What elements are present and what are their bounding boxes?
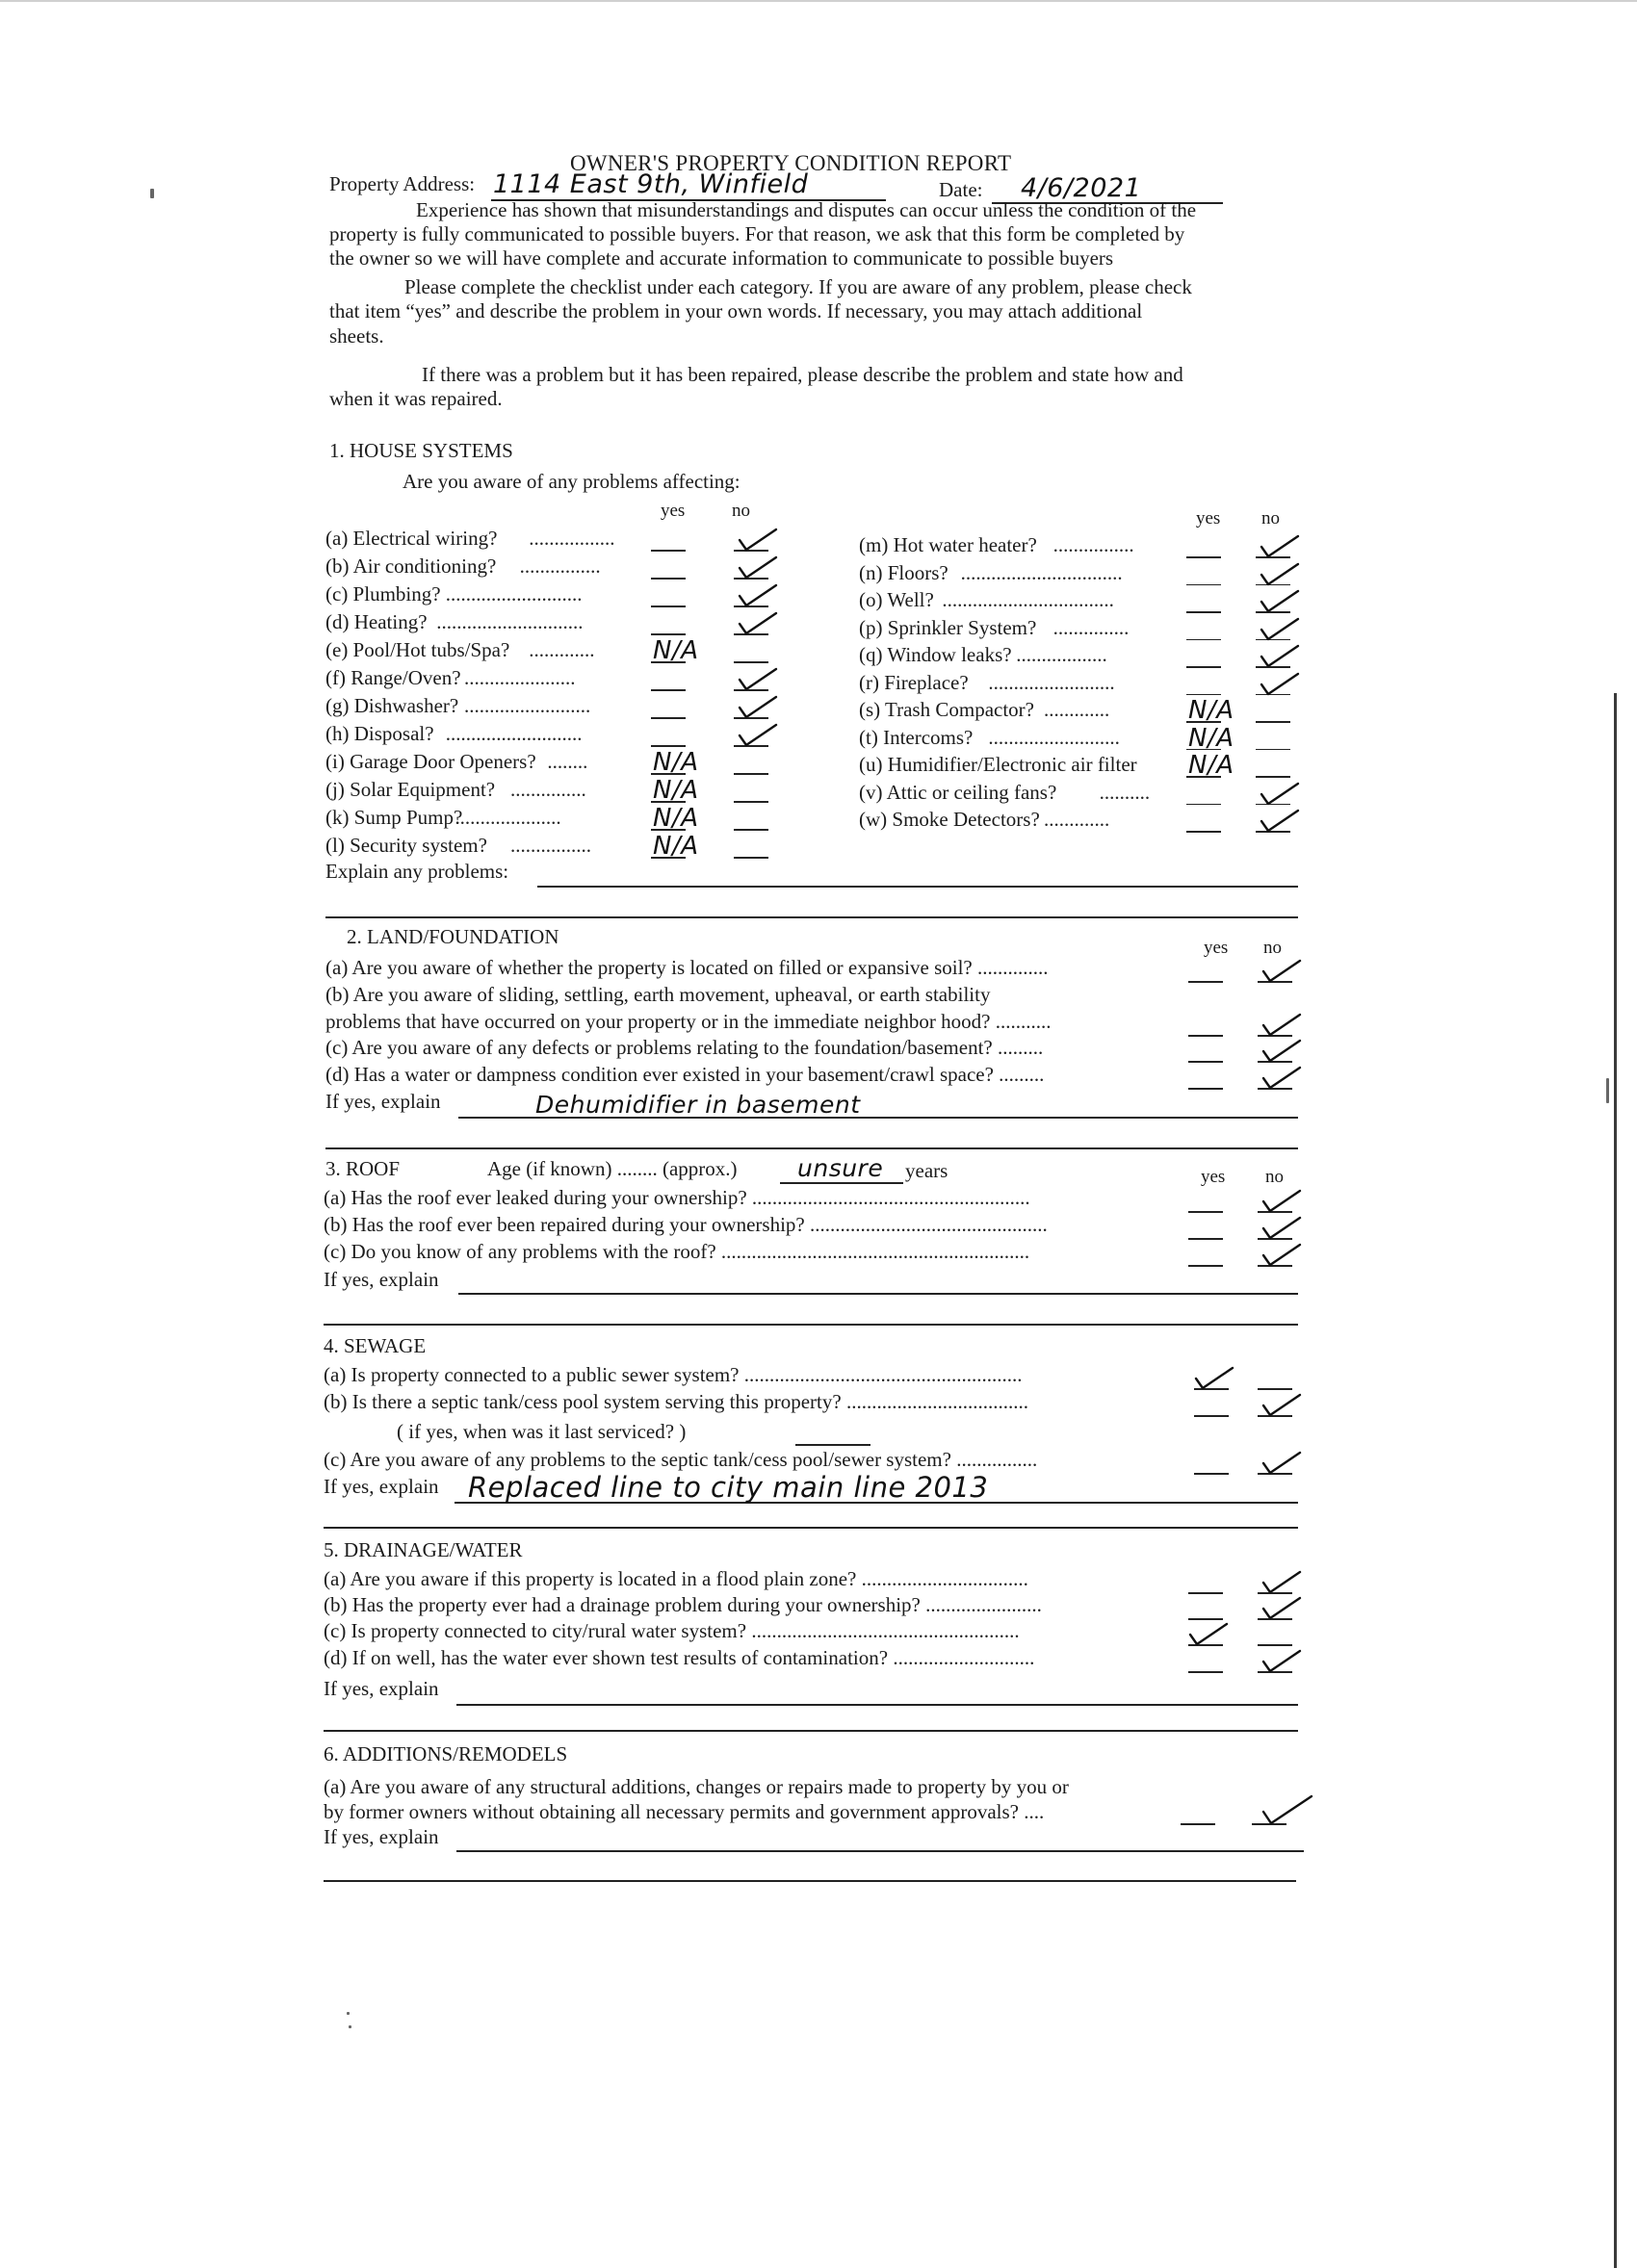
- yes-blank[interactable]: [1188, 1211, 1223, 1213]
- question-text: (b) Has the roof ever been repaired during your ownership? ...............................................: [324, 1213, 1048, 1236]
- leader-dots: .............: [1044, 808, 1110, 831]
- leader-dots: .........................: [464, 694, 591, 717]
- no-column-header: no: [1265, 1167, 1284, 1187]
- leader-dots: .....................: [455, 806, 561, 829]
- explain-line[interactable]: [456, 1704, 1298, 1706]
- section-heading: 1. HOUSE SYSTEMS: [329, 439, 513, 462]
- checkmark-icon: [1260, 1012, 1302, 1039]
- yes-blank[interactable]: [1188, 1088, 1223, 1090]
- checkmark-icon: [1258, 616, 1300, 643]
- explain-line[interactable]: [458, 1293, 1298, 1295]
- question-label: (c) Plumbing?: [325, 582, 441, 606]
- yes-blank[interactable]: [1188, 1592, 1223, 1594]
- yes-blank[interactable]: [1188, 981, 1223, 983]
- yes-blank[interactable]: [651, 633, 686, 635]
- yes-blank[interactable]: [651, 606, 686, 607]
- checkmark-icon: [736, 527, 778, 554]
- na-mark: N/A: [1188, 751, 1234, 780]
- roof-age-underline: [780, 1182, 903, 1184]
- question-text: (a) Are you aware of any structural additions, changes or repairs made to property by you or: [324, 1775, 1069, 1798]
- question-label: (j) Solar Equipment?: [325, 778, 496, 801]
- checkmark-icon: [1258, 561, 1300, 588]
- section-heading: 4. SEWAGE: [324, 1334, 427, 1357]
- leader-dots: ................: [510, 834, 591, 857]
- yes-blank[interactable]: [1188, 1618, 1223, 1620]
- explain-line[interactable]: [324, 1730, 1298, 1732]
- checkmark-icon: [736, 582, 778, 609]
- intro-text: when it was repaired.: [329, 387, 503, 410]
- checkmark-icon: [1258, 671, 1300, 698]
- date-label: Date:: [939, 178, 983, 201]
- yes-blank[interactable]: [1188, 1265, 1223, 1267]
- checkmark-icon: [1258, 588, 1300, 615]
- question-label: (n) Floors?: [859, 560, 948, 584]
- explain-line[interactable]: [324, 1324, 1298, 1326]
- checkmark-icon: [1258, 643, 1300, 670]
- question-label: (v) Attic or ceiling fans?: [859, 780, 1057, 804]
- explain-line[interactable]: [456, 1850, 1304, 1852]
- checkmark-icon: [1258, 1792, 1313, 1827]
- intro-text: property is fully communicated to possible buyers. For that reason, we ask that this form be completed by: [329, 222, 1185, 245]
- yes-blank[interactable]: [1188, 1238, 1223, 1240]
- yes-blank[interactable]: [651, 745, 686, 747]
- question-label: (r) Fireplace?: [859, 670, 969, 694]
- checkmark-icon: [1260, 1648, 1302, 1675]
- yes-blank[interactable]: [1186, 666, 1221, 668]
- section-heading: 5. DRAINAGE/WATER: [324, 1538, 523, 1561]
- question-text: (a) Has the roof ever leaked during your ownership? .......................................................: [324, 1186, 1030, 1209]
- question-text: (c) Are you aware of any defects or problems relating to the foundation/basement? .........: [325, 1036, 1044, 1059]
- section-heading: 2. LAND/FOUNDATION: [347, 925, 559, 948]
- leader-dots: ......................: [464, 666, 576, 689]
- no-blank[interactable]: [734, 857, 768, 859]
- na-mark: N/A: [653, 776, 699, 805]
- question-text: (a) Are you aware if this property is located in a flood plain zone? .................................: [324, 1567, 1028, 1590]
- no-blank[interactable]: [734, 829, 768, 831]
- checkmark-icon: [1258, 781, 1300, 808]
- explain-value[interactable]: Replaced line to city main line 2013: [468, 1471, 989, 1504]
- no-blank[interactable]: [1256, 776, 1290, 778]
- intro-text: Experience has shown that misunderstandings and disputes can occur unless the condition of the: [416, 198, 1197, 221]
- yes-blank[interactable]: [1181, 1823, 1215, 1825]
- leader-dots: ................................: [960, 560, 1123, 584]
- question-label: (g) Dishwasher?: [325, 694, 459, 717]
- question-label: (e) Pool/Hot tubs/Spa?: [325, 638, 510, 661]
- intro-text: sheets.: [329, 324, 384, 348]
- checkmark-icon: [1260, 1038, 1302, 1065]
- na-mark: N/A: [1188, 723, 1234, 753]
- section-heading: 6. ADDITIONS/REMODELS: [324, 1742, 568, 1765]
- question-text: (c) Is property connected to city/rural water system? .....................................................: [324, 1619, 1020, 1642]
- question-label: (b) Air conditioning?: [325, 554, 497, 578]
- question-label: (d) Heating?: [325, 610, 428, 633]
- yes-blank[interactable]: [1186, 694, 1221, 696]
- explain-label: If yes, explain: [324, 1475, 439, 1498]
- date-value[interactable]: 4/6/2021: [1021, 173, 1142, 203]
- section-prompt: Are you aware of any problems affecting:: [403, 470, 741, 493]
- yes-blank[interactable]: [651, 689, 686, 691]
- na-mark: N/A: [653, 804, 699, 833]
- question-label: (l) Security system?: [325, 834, 487, 857]
- question-label: (s) Trash Compactor?: [859, 698, 1034, 721]
- checkmark-icon: [1192, 1365, 1234, 1392]
- intro-text: If there was a problem but it has been repaired, please describe the problem and state how and: [422, 363, 1183, 386]
- question-text: (b) Is there a septic tank/cess pool system serving this property? ....................................: [324, 1390, 1028, 1413]
- no-blank[interactable]: [1256, 721, 1290, 723]
- question-label: (p) Sprinkler System?: [859, 615, 1037, 639]
- question-label: (u) Humidifier/Electronic air filter: [859, 753, 1137, 776]
- scan-speck: [150, 189, 154, 198]
- explain-line[interactable]: [324, 1527, 1298, 1529]
- no-blank[interactable]: [1256, 749, 1290, 751]
- leader-dots: .........................: [988, 670, 1115, 694]
- no-column-header: no: [732, 501, 750, 521]
- yes-blank[interactable]: [1186, 611, 1221, 613]
- leader-dots: .................: [529, 527, 615, 550]
- leader-dots: ................: [519, 554, 601, 578]
- no-column-header: no: [1261, 508, 1280, 528]
- leader-dots: ...........................: [445, 722, 583, 745]
- explain-value[interactable]: Dehumidifier in basement: [535, 1091, 861, 1119]
- explain-label: If yes, explain: [324, 1825, 439, 1848]
- leader-dots: ..........................: [988, 725, 1120, 749]
- checkmark-icon: [736, 554, 778, 581]
- checkmark-icon: [1260, 1242, 1302, 1269]
- section-heading: 3. ROOF: [325, 1157, 401, 1180]
- yes-blank[interactable]: [1186, 804, 1221, 806]
- intro-text: that item “yes” and describe the problem in your own words. If necessary, you may attach additional: [329, 299, 1143, 322]
- leader-dots: ...........................: [445, 582, 583, 606]
- no-blank[interactable]: [1258, 1388, 1292, 1390]
- question-label: (f) Range/Oven?: [325, 666, 461, 689]
- explain-line[interactable]: [537, 886, 1298, 888]
- scan-speck: [347, 2012, 350, 2015]
- question-label: (a) Electrical wiring?: [325, 527, 498, 550]
- yes-blank[interactable]: [1188, 1671, 1223, 1673]
- leader-dots: ..................................: [942, 588, 1114, 611]
- checkmark-icon: [1258, 533, 1300, 560]
- yes-blank[interactable]: [1194, 1415, 1229, 1417]
- leader-dots: ................: [1052, 533, 1134, 556]
- leader-dots: .............: [529, 638, 595, 661]
- roof-age-label: Age (if known) ........ (approx.): [487, 1157, 738, 1180]
- question-text: (d) If on well, has the water ever shown test results of contamination? ............................: [324, 1646, 1035, 1669]
- checkmark-icon: [736, 722, 778, 749]
- address-label: Property Address:: [329, 172, 476, 195]
- scan-speck: [1606, 1078, 1609, 1103]
- intro-text: the owner so we will have complete and accurate information to communicate to possible buyers: [329, 246, 1114, 270]
- yes-blank[interactable]: [1186, 556, 1221, 558]
- checkmark-icon: [1260, 958, 1302, 985]
- checkmark-icon: [1260, 1065, 1302, 1092]
- explain-line[interactable]: [324, 1880, 1296, 1882]
- yes-blank[interactable]: [1188, 1061, 1223, 1063]
- scan-edge-right: [1614, 693, 1617, 2268]
- question-label: (o) Well?: [859, 588, 934, 611]
- na-mark: N/A: [653, 748, 699, 777]
- yes-blank[interactable]: [651, 717, 686, 719]
- yes-blank[interactable]: [1194, 1473, 1229, 1475]
- yes-blank[interactable]: [651, 550, 686, 552]
- serviced-note: ( if yes, when was it last serviced? ): [397, 1420, 687, 1443]
- explain-line[interactable]: [325, 916, 1298, 918]
- yes-blank[interactable]: [1186, 831, 1221, 833]
- scan-edge-top: [0, 0, 1637, 2]
- yes-column-header: yes: [1204, 938, 1229, 958]
- checkmark-icon: [1260, 1215, 1302, 1242]
- serviced-underline[interactable]: [795, 1444, 870, 1446]
- checkmark-icon: [736, 666, 778, 693]
- no-blank[interactable]: [734, 661, 768, 663]
- question-label: (t) Intercoms?: [859, 725, 974, 749]
- explain-label: If yes, explain: [325, 1090, 441, 1113]
- checkmark-icon: [1260, 1188, 1302, 1215]
- checkmark-icon: [1260, 1450, 1302, 1477]
- question-label: (m) Hot water heater?: [859, 533, 1037, 556]
- no-blank[interactable]: [734, 773, 768, 775]
- question-text: by former owners without obtaining all necessary permits and government approvals? ....: [324, 1800, 1045, 1823]
- leader-dots: ..................: [1016, 643, 1107, 666]
- question-label: (w) Smoke Detectors?: [859, 808, 1040, 831]
- question-text: (d) Has a water or dampness condition ever existed in your basement/crawl space? .........: [325, 1063, 1045, 1086]
- scan-speck: [349, 2025, 351, 2028]
- no-column-header: no: [1263, 938, 1282, 958]
- page-title: OWNER'S PROPERTY CONDITION REPORT: [570, 151, 1012, 175]
- explain-label: Explain any problems:: [325, 860, 509, 883]
- leader-dots: ..........: [1099, 780, 1151, 804]
- question-text: (c) Do you know of any problems with the roof? .............................................................: [324, 1240, 1030, 1263]
- checkmark-icon: [1258, 808, 1300, 835]
- question-text: (a) Are you aware of whether the property is located on filled or expansive soil? ..............: [325, 956, 1049, 979]
- years-label: years: [905, 1159, 948, 1182]
- yes-column-header: yes: [661, 501, 686, 521]
- na-mark: N/A: [653, 636, 699, 665]
- checkmark-icon: [1260, 1595, 1302, 1622]
- leader-dots: ...............: [510, 778, 586, 801]
- leader-dots: .............: [1044, 698, 1110, 721]
- yes-blank[interactable]: [1186, 639, 1221, 641]
- yes-blank[interactable]: [1186, 584, 1221, 586]
- checkmark-icon: [736, 694, 778, 721]
- question-text: problems that have occurred on your property or in the immediate neighbor hood? ...........: [325, 1010, 1052, 1033]
- leader-dots: .............................: [436, 610, 584, 633]
- explain-label: If yes, explain: [324, 1677, 439, 1700]
- checkmark-icon: [1260, 1569, 1302, 1596]
- checkmark-icon: [1260, 1392, 1302, 1419]
- question-text: (c) Are you aware of any problems to the septic tank/cess pool/sewer system? ................: [324, 1448, 1038, 1471]
- yes-column-header: yes: [1201, 1167, 1226, 1187]
- question-label: (k) Sump Pump?: [325, 806, 463, 829]
- no-blank[interactable]: [734, 801, 768, 803]
- explain-line[interactable]: [325, 1147, 1298, 1149]
- checkmark-icon: [736, 610, 778, 637]
- explain-label: If yes, explain: [324, 1268, 439, 1291]
- checkmark-icon: [1186, 1621, 1229, 1648]
- yes-column-header: yes: [1196, 508, 1221, 528]
- question-label: (i) Garage Door Openers?: [325, 750, 536, 773]
- roof-age-value[interactable]: unsure: [797, 1154, 884, 1182]
- yes-blank[interactable]: [1188, 1035, 1223, 1037]
- question-label: (q) Window leaks?: [859, 643, 1012, 666]
- question-label: (h) Disposal?: [325, 722, 434, 745]
- na-mark: N/A: [1188, 696, 1234, 725]
- no-blank[interactable]: [1258, 1644, 1292, 1646]
- yes-blank[interactable]: [651, 578, 686, 580]
- leader-dots: ...............: [1052, 615, 1130, 639]
- question-text: (b) Are you aware of sliding, settling, earth movement, upheaval, or earth stability: [325, 983, 991, 1006]
- question-text: (b) Has the property ever had a drainage problem during your ownership? .......................: [324, 1593, 1042, 1616]
- address-value[interactable]: 1114 East 9th, Winfield: [493, 169, 809, 199]
- question-text: (a) Is property connected to a public sewer system? .......................................................: [324, 1363, 1023, 1386]
- leader-dots: ........: [547, 750, 588, 773]
- intro-text: Please complete the checklist under each category. If you are aware of any problem, please check: [404, 275, 1192, 298]
- na-mark: N/A: [653, 832, 699, 861]
